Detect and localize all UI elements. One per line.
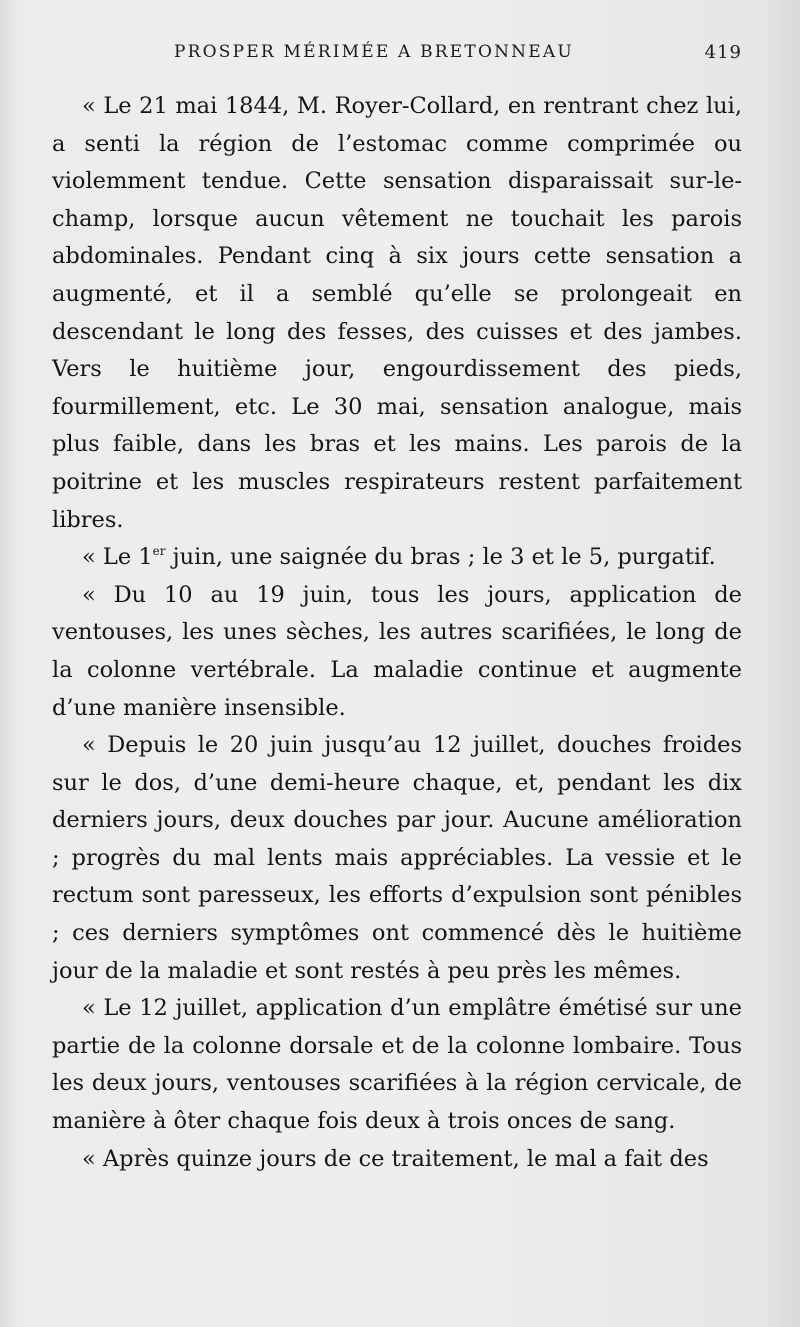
page-number: 419 bbox=[704, 42, 742, 63]
ordinal-superscript: er bbox=[152, 544, 166, 559]
paragraph-2-start: « Le 1 bbox=[82, 544, 153, 571]
body-text bbox=[52, 88, 742, 1178]
paragraph-1: « Le 21 mai 1844, M. Royer-Collard, en rentrant chez lui, a senti la région de l’estomac comme comprimée ou violemment tendue. Cette sensation disparaissait sur-le-champ, lorsque aucun vêtement ne touchait les parois abdominales. Pendant cinq à six jours cette sensation a augmenté, et il a semblé qu’elle se prolongeait en descendant le long des fesses, des cuisses et des jambes. Vers le huitième jour, engourdissement des pieds, fourmillement, etc. Le 30 mai, sensation analogue, mais plus faible, dans les bras et les mains. Les parois de la poitrine et les muscles respirateurs restent parfaitement libres. bbox=[52, 93, 742, 533]
paragraph-3: « Du 10 au 19 juin, tous les jours, application de ventouses, les unes sèches, les autres scarifiées, le long de la colonne vertébrale. La maladie continue et augmente d’une manière insensible. bbox=[52, 581, 742, 721]
paragraph-2-rest: juin, une saignée du bras ; le 3 et le 5, purgatif. bbox=[165, 544, 716, 571]
paragraph-5: « Le 12 juillet, application d’un emplâtre émétisé sur une partie de la colonne dorsale et de la colonne lombaire. Tous les deux jours, ventouses scarifiées à la région cervicale, de manière à ôter chaque fois deux à trois onces de sang. bbox=[52, 995, 742, 1135]
page-header bbox=[52, 42, 742, 72]
paragraph-2 bbox=[52, 539, 742, 577]
paragraph-4: « Depuis le 20 juin jusqu’au 12 juillet, douches froides sur le dos, d’une demi-heure chaque, et, pendant les dix derniers jours, deux douches par jour. Aucune amélioration ; progrès du mal lents mais appréciables. La vessie et le rectum sont paresseux, les efforts d’expulsion sont pénibles ; ces derniers symptômes ont commencé dès le huitième jour de la maladie et sont restés à peu près les mêmes. bbox=[52, 732, 742, 984]
running-title: PROSPER MÉRIMÉE A BRETONNEAU bbox=[174, 42, 574, 62]
paragraph-6: « Après quinze jours de ce traitement, le mal a fait des bbox=[82, 1145, 709, 1172]
